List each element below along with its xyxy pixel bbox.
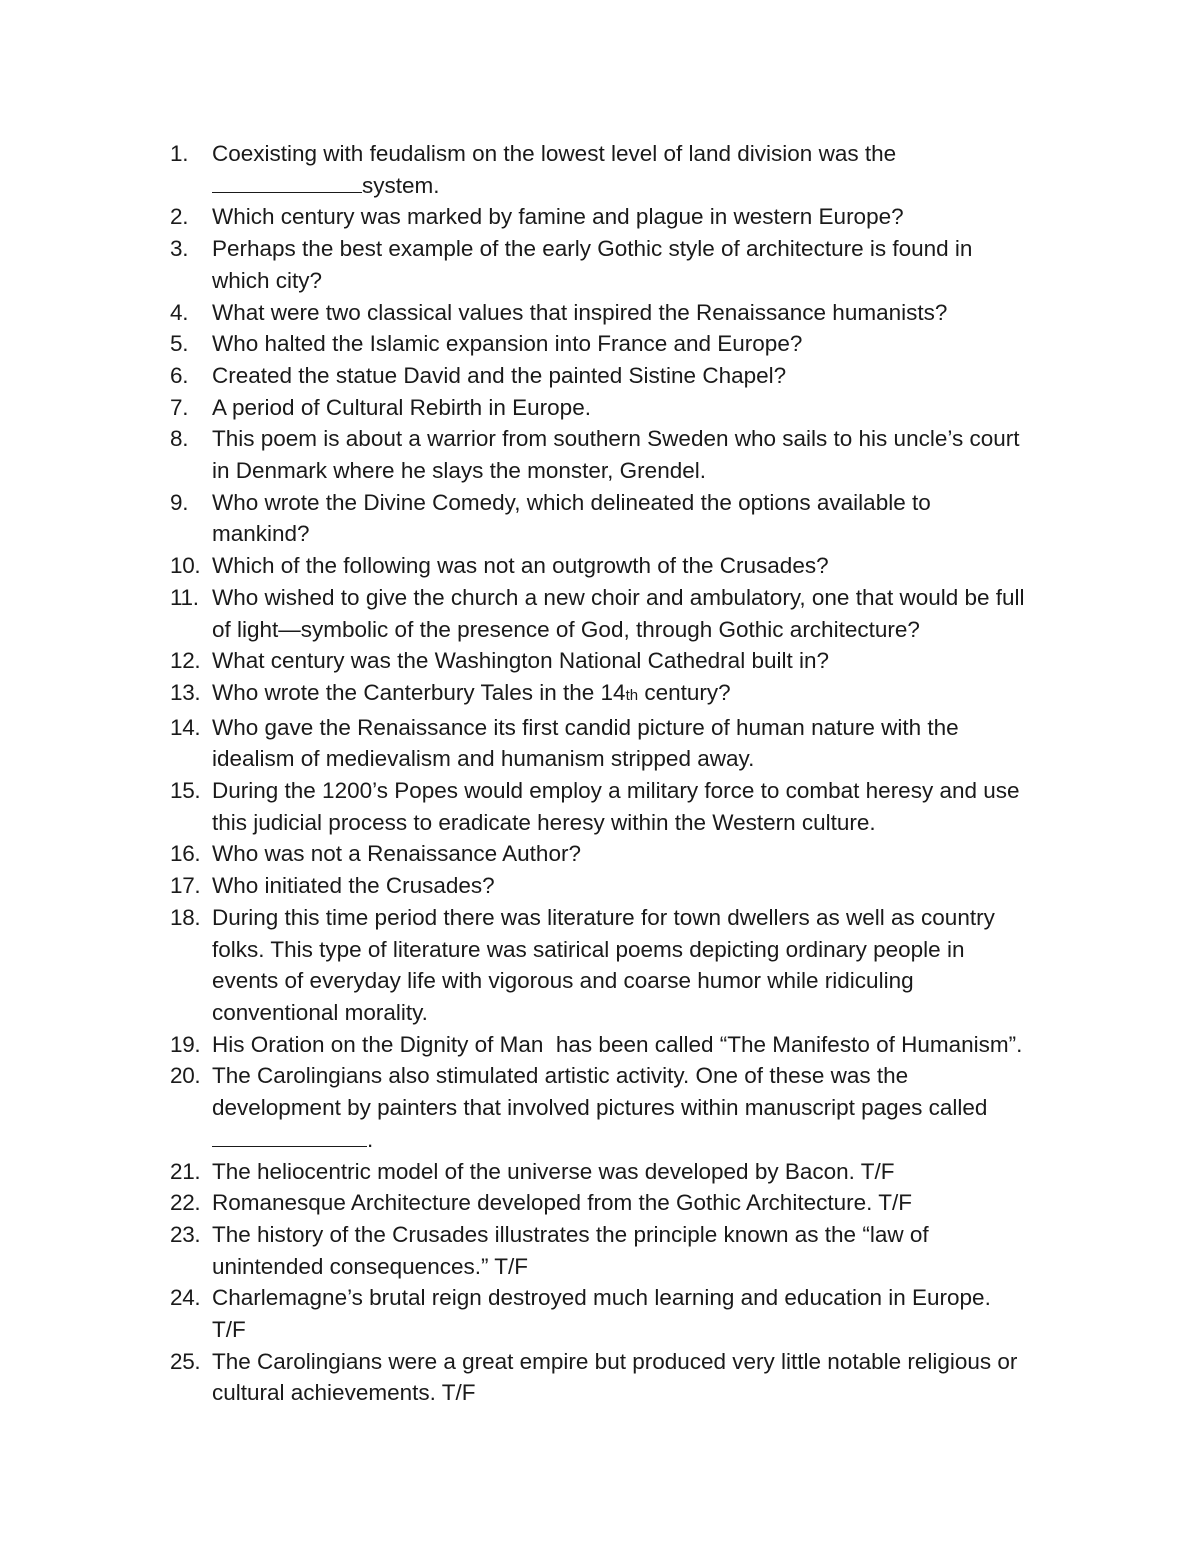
question-line: this judicial process to eradicate heresy within the Western culture. <box>212 809 876 835</box>
question-line: The history of the Crusades illustrates the principle known as the “law of <box>212 1221 929 1247</box>
question-item-10 <box>170 550 1070 582</box>
question-number: 18. <box>170 904 201 930</box>
question-text <box>212 297 1070 329</box>
question-text <box>212 1029 1070 1061</box>
question-number: 6. <box>170 362 189 388</box>
question-line: During this time period there was literature for town dwellers as well as country <box>212 904 995 930</box>
question-line: Who gave the Renaissance its first candid picture of human nature with the <box>212 714 959 740</box>
question-line: Perhaps the best example of the early Gothic style of architecture is found in <box>212 236 973 262</box>
question-item-19 <box>170 1029 1070 1061</box>
question-number: 7. <box>170 394 189 420</box>
question-line: Who wished to give the church a new choir and ambulatory, one that would be full <box>212 584 1025 610</box>
question-number: 25. <box>170 1348 201 1374</box>
question-line: A period of Cultural Rebirth in Europe. <box>212 394 591 420</box>
question-line: Which of the following was not an outgrowth of the Crusades? <box>212 553 829 579</box>
question-list <box>170 138 1070 1409</box>
question-line: Which century was marked by famine and plague in western Europe? <box>212 204 904 230</box>
question-item-12 <box>170 645 1070 677</box>
question-line: Who initiated the Crusades? <box>212 873 495 899</box>
question-line: development by painters that involved pictures within manuscript pages called <box>212 1095 988 1121</box>
question-line: system. <box>362 172 440 198</box>
question-line: . <box>367 1126 374 1152</box>
question-number: 12. <box>170 648 201 674</box>
question-text <box>212 233 1070 296</box>
question-line: of light—symbolic of the presence of God, through Gothic architecture? <box>212 616 920 642</box>
question-number: 19. <box>170 1031 201 1057</box>
question-number: 15. <box>170 778 201 804</box>
question-text <box>212 1219 1070 1282</box>
question-number: 9. <box>170 489 189 515</box>
question-text <box>212 712 1070 775</box>
question-line: unintended consequences.” T/F <box>212 1253 529 1279</box>
question-item-4 <box>170 297 1070 329</box>
question-line: which city? <box>212 267 323 293</box>
question-text <box>212 392 1070 424</box>
question-line: What century was the Washington National Cathedral built in? <box>212 648 829 674</box>
question-line: in Denmark where he slays the monster, Grendel. <box>212 458 706 484</box>
question-line: What were two classical values that inspired the Renaissance humanists? <box>212 299 948 325</box>
question-line: This poem is about a warrior from southern Sweden who sails to his uncle’s court <box>212 426 1020 452</box>
question-number: 3. <box>170 236 189 262</box>
question-item-2 <box>170 201 1070 233</box>
question-line: folks. This type of literature was satirical poems depicting ordinary people in <box>212 936 965 962</box>
question-line: Who wrote the Divine Comedy, which delineated the options available to <box>212 489 931 515</box>
question-line: The Carolingians also stimulated artistic activity. One of these was the <box>212 1063 909 1089</box>
question-item-24 <box>170 1282 1070 1345</box>
question-line: mankind? <box>212 521 310 547</box>
question-number: 16. <box>170 841 201 867</box>
question-text <box>212 902 1070 1029</box>
question-number: 5. <box>170 331 189 357</box>
question-item-6 <box>170 360 1070 392</box>
question-number: 10. <box>170 553 201 579</box>
question-text <box>212 328 1070 360</box>
question-text <box>212 870 1070 902</box>
question-line: cultural achievements. T/F <box>212 1380 476 1406</box>
question-number: 22. <box>170 1190 201 1216</box>
question-line: conventional morality. <box>212 999 428 1025</box>
question-number: 13. <box>170 679 201 705</box>
question-text <box>212 677 1070 712</box>
question-line: idealism of medievalism and humanism stripped away. <box>212 746 755 772</box>
question-line: Coexisting with feudalism on the lowest level of land division was the <box>212 141 897 166</box>
question-line: Who was not a Renaissance Author? <box>212 841 581 867</box>
question-number: 21. <box>170 1158 201 1184</box>
question-number: 11. <box>170 584 199 610</box>
question-item-18 <box>170 902 1070 1029</box>
question-item-5 <box>170 328 1070 360</box>
question-text <box>212 1282 1070 1345</box>
question-line: Created the statue David and the painted Sistine Chapel? <box>212 362 787 388</box>
question-item-21 <box>170 1156 1070 1188</box>
question-number: 23. <box>170 1221 201 1247</box>
question-line: Charlemagne’s brutal reign destroyed much learning and education in Europe. <box>212 1285 991 1311</box>
question-line: Who halted the Islamic expansion into France and Europe? <box>212 331 803 357</box>
question-item-20 <box>170 1060 1070 1155</box>
question-text <box>212 838 1070 870</box>
question-number: 1. <box>170 141 189 166</box>
question-text <box>212 360 1070 392</box>
question-item-15 <box>170 775 1070 838</box>
question-line: century? <box>638 679 731 705</box>
question-item-16 <box>170 838 1070 870</box>
question-item-7 <box>170 392 1070 424</box>
question-line: Romanesque Architecture developed from the Gothic Architecture. T/F <box>212 1190 912 1216</box>
question-number: 24. <box>170 1285 201 1311</box>
question-item-1 <box>170 138 1070 201</box>
question-text <box>212 201 1070 233</box>
question-item-9 <box>170 487 1070 550</box>
question-line: The Carolingians were a great empire but produced very little notable religious or <box>212 1348 1018 1374</box>
question-text <box>212 1060 1070 1155</box>
question-item-22 <box>170 1187 1070 1219</box>
question-item-13 <box>170 677 1070 712</box>
question-line: Who wrote the Canterbury Tales in the 14 <box>212 679 626 705</box>
question-number: 4. <box>170 299 189 325</box>
answer-blank <box>212 170 362 193</box>
answer-blank <box>212 1124 367 1147</box>
question-line: During the 1200’s Popes would employ a military force to combat heresy and use <box>212 778 1020 804</box>
question-item-23 <box>170 1219 1070 1282</box>
question-text <box>212 487 1070 550</box>
question-item-11 <box>170 582 1070 645</box>
question-text <box>212 423 1070 486</box>
question-number: 20. <box>170 1063 201 1089</box>
question-line: His Oration on the Dignity of Man has been called “The Manifesto of Humanism”. <box>212 1031 1023 1057</box>
question-text <box>212 550 1070 582</box>
question-item-8 <box>170 423 1070 486</box>
question-item-17 <box>170 870 1070 902</box>
question-text <box>212 138 1070 201</box>
ordinal-suffix: th <box>625 686 639 704</box>
question-line: The heliocentric model of the universe was developed by Bacon. T/F <box>212 1158 895 1184</box>
question-number: 17. <box>170 873 201 899</box>
question-text <box>212 1346 1070 1409</box>
question-number: 14. <box>170 714 201 740</box>
question-text <box>212 582 1070 645</box>
question-text <box>212 775 1070 838</box>
question-text <box>212 1187 1070 1219</box>
question-number: 8. <box>170 426 189 452</box>
question-item-25 <box>170 1346 1070 1409</box>
question-number: 2. <box>170 204 189 230</box>
question-text <box>212 645 1070 677</box>
question-line: T/F <box>212 1317 246 1343</box>
question-line: events of everyday life with vigorous and coarse humor while ridiculing <box>212 968 914 994</box>
question-item-14 <box>170 712 1070 775</box>
question-text <box>212 1156 1070 1188</box>
question-item-3 <box>170 233 1070 296</box>
